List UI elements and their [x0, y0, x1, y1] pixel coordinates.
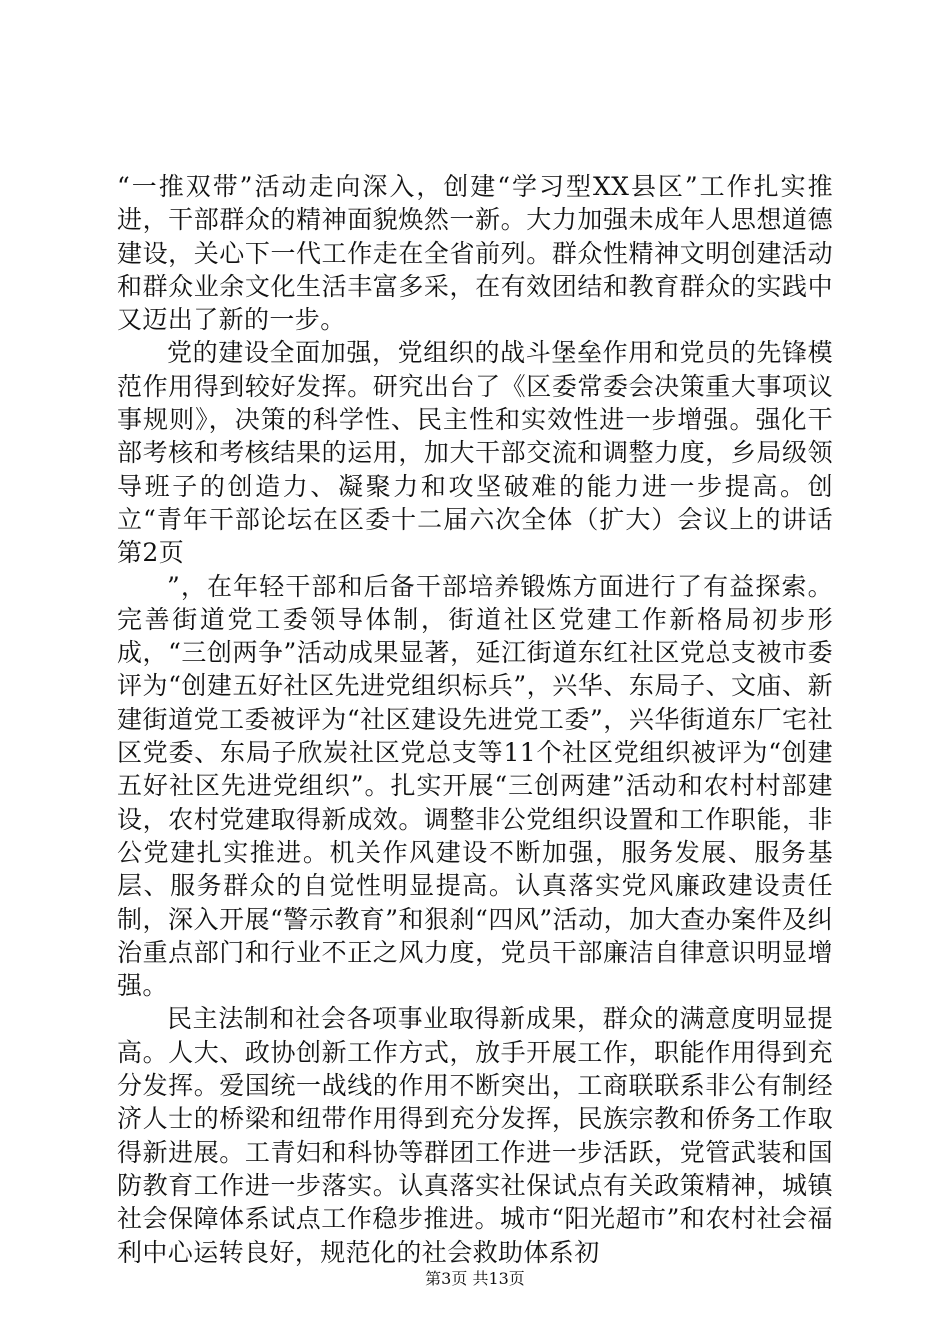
- paragraph-party-building: 党的建设全面加强，党组织的战斗堡垒作用和党员的先锋模范作用得到较好发挥。研究出台了《区委常委会决策重大事项议事规则》，决策的科学性、民主性和实效性进一步增强。强化干部考核和考核结果的运用，加大干部交流和调整力度，乡局级领导班子的创造力、凝聚力和攻坚破难的能力进一步提高。创立“青年干部论坛在区委十二届六次全体（扩大）会议上的讲话第2页: [117, 338, 833, 568]
- document-body: [117, 170, 833, 1269]
- paragraph-cadre-training: ”，在年轻干部和后备干部培养锻炼方面进行了有益探索。完善街道党工委领导体制，街道社区党建工作新格局初步形成，“三创两争”活动成果显著，延江街道东红社区党总支被市委评为“创建五好社区先进党组织标兵”，兴华、东局子、文庙、新建街道党工委被评为“社区建设先进党工委”，兴华街道东厂宅社区党委、东局子欣炭社区党总支等11个社区党组织被评为“创建五好社区先进党组织”。扎实开展“三创两建”活动和农村村部建设，农村党建取得新成效。调整非公党组织设置和工作职能，非公党建扎实推进。机关作风建设不断加强，服务发展、服务基层、服务群众的自觉性明显提高。认真落实党风廉政建设责任制，深入开展“警示教育”和狠刹“四风”活动，加大查办案件及纠治重点部门和行业不正之风力度，党员干部廉洁自律意识明显增强。: [117, 571, 833, 1001]
- page-footer: 第3页 共13页: [425, 1269, 525, 1288]
- paragraph-continuation: “一推双带”活动走向深入，创建“学习型XX县区”工作扎实推进，干部群众的精神面貌焕然一新。大力加强未成年人思想道德建设，关心下一代工作走在全省前列。群众性精神文明创建活动和群众业余文化生活丰富多采，在有效团结和教育群众的实践中又迈出了新的一步。: [117, 172, 833, 335]
- paragraph-democracy-legal: 民主法制和社会各项事业取得新成果，群众的满意度明显提高。人大、政协创新工作方式，放手开展工作，职能作用得到充分发挥。爱国统一战线的作用不断突出，工商联联系非公有制经济人士的桥梁和纽带作用得到充分发挥，民族宗教和侨务工作取得新进展。工青妇和科协等群团工作进一步活跃，党管武装和国防教育工作进一步落实。认真落实社保试点有关政策精神，城镇社会保障体系试点工作稳步推进。城市“阳光超市”和农村社会福利中心运转良好，规范化的社会救助体系初: [117, 1004, 833, 1267]
